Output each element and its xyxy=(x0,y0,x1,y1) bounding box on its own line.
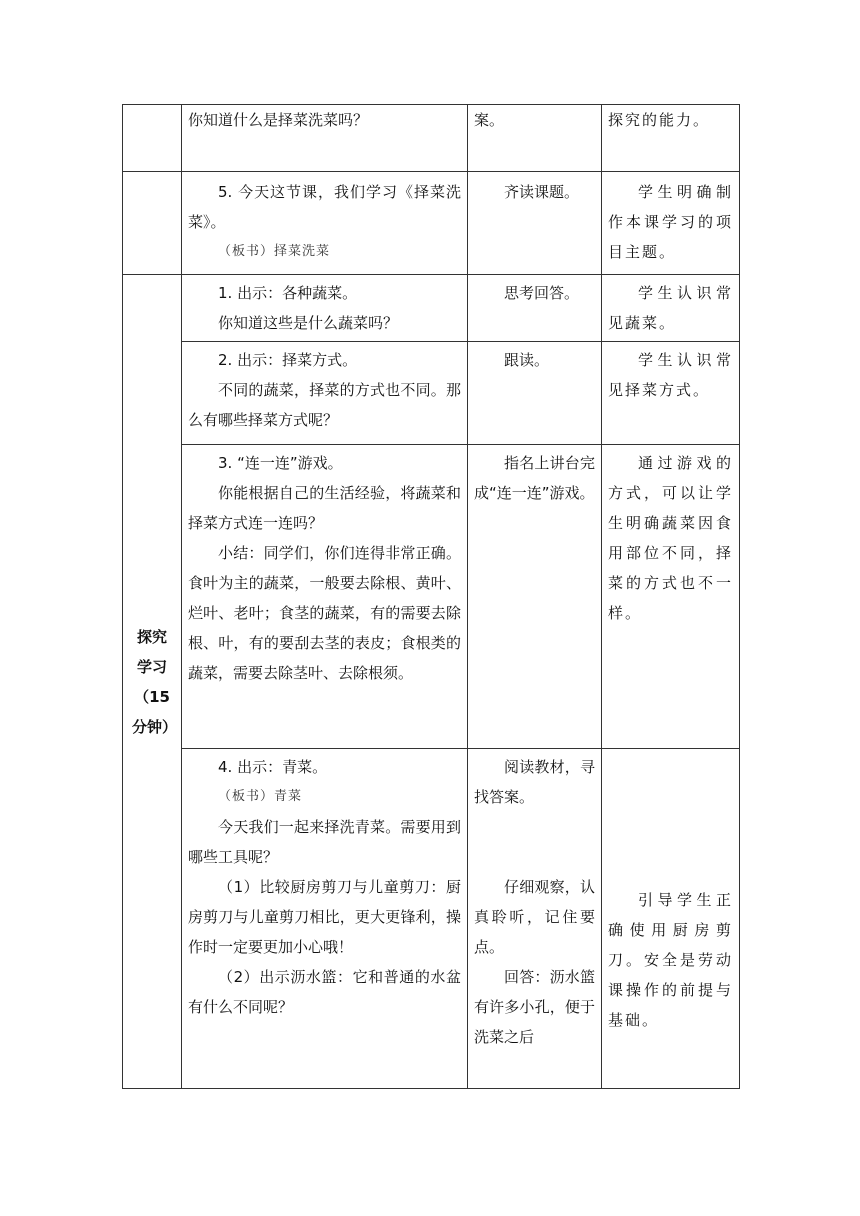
board-note: （板书）择菜洗菜 xyxy=(218,244,331,259)
student-text: 案。 xyxy=(474,111,505,129)
teacher-text: 3. “连一连”游戏。 xyxy=(218,454,343,472)
student-activity-cell xyxy=(468,275,602,342)
design-intent-cell xyxy=(602,445,740,749)
teacher-text: 1. 出示：各种蔬菜。 xyxy=(218,284,358,302)
table-row xyxy=(123,105,740,172)
table-row xyxy=(123,275,740,342)
stage-cell-empty xyxy=(123,105,182,172)
student-activity-cell xyxy=(468,749,602,1089)
design-intent-cell xyxy=(602,105,740,172)
teacher-text: 2. 出示：择菜方式。 xyxy=(218,351,358,369)
teacher-text: 今天我们一起来择洗青菜。需要用到哪些工具呢？ xyxy=(188,818,461,866)
design-intent-cell xyxy=(602,275,740,342)
summary-text: 小结：同学们，你们连得非常正确。食叶为主的蔬菜，一般要去除根、黄叶、烂叶、老叶；食茎的蔬菜，有的需要去除根、叶，有的要刮去茎的表皮；食根类的蔬菜，需要去除茎叶、去除根须。 xyxy=(188,544,461,682)
design-intent-cell xyxy=(602,172,740,275)
student-activity-cell xyxy=(468,172,602,275)
teacher-text: 不同的蔬菜，择菜的方式也不同。那么有哪些择菜方式呢？ xyxy=(188,381,461,429)
teacher-activity-cell xyxy=(182,342,468,445)
goal-text: 学生明确制作本课学习的项目主题。 xyxy=(608,183,733,261)
table-row xyxy=(123,342,740,445)
goal-text: 学生认识常见择菜方式。 xyxy=(608,351,733,399)
teacher-activity-cell xyxy=(182,275,468,342)
teacher-text: 你知道什么是择菜洗菜吗？ xyxy=(188,111,369,129)
student-activity-cell xyxy=(468,445,602,749)
student-text: 齐读课题。 xyxy=(504,183,580,201)
teacher-text: 5. 今天这节课，我们学习《择菜洗菜》。 xyxy=(188,183,461,231)
goal-text: 通过游戏的方式，可以让学生明确蔬菜因食用部位不同，择菜的方式也不一样。 xyxy=(608,454,733,622)
student-text: 阅读教材，寻找答案。 xyxy=(474,758,595,806)
student-activity-cell xyxy=(468,342,602,445)
student-activity-cell xyxy=(468,105,602,172)
teacher-activity-cell xyxy=(182,172,468,275)
teacher-text: 4. 出示：青菜。 xyxy=(218,758,328,776)
student-text: 回答：沥水篮有许多小孔，便于洗菜之后 xyxy=(474,968,595,1046)
stage-cell xyxy=(123,275,182,1089)
stage-cell-empty xyxy=(123,172,182,275)
teacher-activity-cell xyxy=(182,749,468,1089)
teacher-activity-cell xyxy=(182,105,468,172)
teacher-text: （2）出示沥水篮：它和普通的水盆有什么不同呢？ xyxy=(188,968,461,1016)
teacher-text: （1）比较厨房剪刀与儿童剪刀：厨房剪刀与儿童剪刀相比，更大更锋利，操作时一定要更加小心哦！ xyxy=(188,878,461,956)
goal-text: 学生认识常见蔬菜。 xyxy=(608,284,733,332)
board-note: （板书）青菜 xyxy=(218,789,303,804)
table-row xyxy=(123,445,740,749)
teacher-text: 你能根据自己的生活经验，将蔬菜和择菜方式连一连吗？ xyxy=(188,484,461,532)
table-row xyxy=(123,749,740,1089)
design-intent-cell xyxy=(602,749,740,1089)
student-text: 跟读。 xyxy=(504,351,550,369)
teacher-text: 你知道这些是什么蔬菜吗？ xyxy=(218,314,399,332)
goal-text: 引导学生正确使用厨房剪刀。安全是劳动课操作的前提与基础。 xyxy=(608,891,733,1029)
table-row xyxy=(123,172,740,275)
student-text: 指名上讲台完成“连一连”游戏。 xyxy=(474,454,595,502)
student-text: 仔细观察，认真聆听，记住要点。 xyxy=(474,878,595,956)
lesson-plan-table xyxy=(122,104,740,1089)
stage-label: 探究学习（15分钟） xyxy=(132,627,178,736)
goal-text: 探究的能力。 xyxy=(608,111,711,129)
design-intent-cell xyxy=(602,342,740,445)
teacher-activity-cell xyxy=(182,445,468,749)
student-text: 思考回答。 xyxy=(504,284,580,302)
